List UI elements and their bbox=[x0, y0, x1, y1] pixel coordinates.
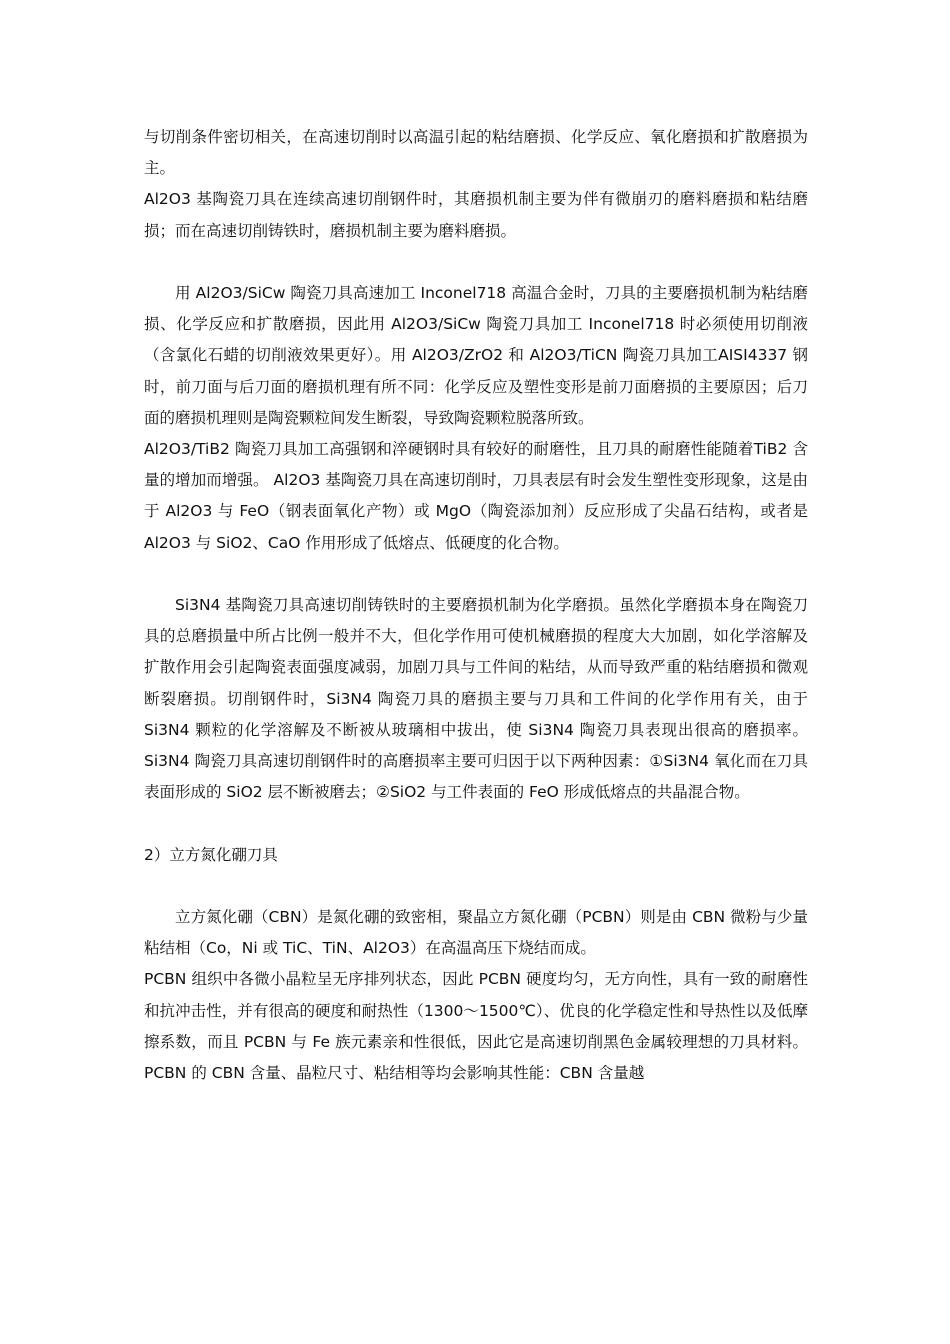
paragraph-si3n4: Si3N4 基陶瓷刀具高速切削铸铁时的主要磨损机制为化学磨损。虽然化学磨损本身在陶瓷刀具的总磨损量中所占比例一般并不大，但化学作用可使机械磨损的程度大大加剧，如化学溶解及扩散作用会引起陶瓷表面强度减弱，加剧刀具与工件间的粘结，从而导致严重的粘结磨损和微观断裂磨损。切削钢件时，Si3N4 陶瓷刀具的磨损主要与刀具和工件间的化学作用有关，由于 Si3N4 颗粒的化学溶解及不断被从玻璃相中拔出，使 Si3N4 陶瓷刀具表现出很高的磨损率。 Si3N4 陶瓷刀具高速切削钢件时的高磨损率主要可归因于以下两种因素：①Si3N4 氧化而在刀具表面形成的 SiO2 层不断被磨去；②SiO2 与工件表面的 FeO 形成低熔点的共晶混合物。 bbox=[144, 596, 808, 802]
paragraph-gap bbox=[144, 871, 808, 902]
paragraph-cbn-intro: 立方氮化硼（CBN）是氮化硼的致密相，聚晶立方氮化硼（PCBN）则是由 CBN 微粉与少量粘结相（Co，Ni 或 TiC、TiN、Al2O3）在高温高压下烧结而成。 bbox=[144, 908, 808, 958]
paragraph-al2o3-wear: Al2O3 基陶瓷刀具在连续高速切削钢件时，其磨损机制主要为伴有微崩刃的磨料磨损和粘结磨损；而在高速切削铸铁时，磨损机制主要为磨料磨损。 bbox=[144, 190, 808, 240]
document-page bbox=[144, 122, 808, 1089]
paragraph-gap bbox=[144, 559, 808, 590]
paragraph-pcbn: PCBN 组织中各微小晶粒呈无序排列状态，因此 PCBN 硬度均匀，无方向性，具有一致的耐磨性和抗冲击性，并有很高的硬度和耐热性（1300～1500℃）、优良的化学稳定性和导热性以及低摩擦系数，而且 PCBN 与 Fe 族元素亲和性很低，因此它是高速切削黑色金属较理想的刀具材料。PCBN 的 CBN 含量、晶粒尺寸、粘结相等均会影响其性能：CBN 含量越 bbox=[144, 970, 808, 1083]
paragraph-sicw-inconel: 用 Al2O3/SiCw 陶瓷刀具高速加工 Inconel718 高温合金时，刀具的主要磨损机制为粘结磨损、化学反应和扩散磨损，因此用 Al2O3/SiCw 陶瓷刀具加工 Inconel718 时必须使用切削液（含氯化石蜡的切削液效果更好）。用 Al2O3/ZrO2 和 Al2O3/TiCN 陶瓷刀具加工AISI4337 钢时，前刀面与后刀面的磨损机理有所不同：化学反应及塑性变形是前刀面磨损的主要原因；后刀面的磨损机理则是陶瓷颗粒间发生断裂，导致陶瓷颗粒脱落所致。 bbox=[144, 284, 808, 427]
section-heading-cbn: 2）立方氮化硼刀具 bbox=[144, 845, 278, 864]
paragraph-tib2: Al2O3/TiB2 陶瓷刀具加工高强钢和淬硬钢时具有较好的耐磨性，且刀具的耐磨性能随着TiB2 含量的增加而增强。 Al2O3 基陶瓷刀具在高速切削时，刀具表层有时会发生塑性变形现象，这是由于 Al2O3 与 FeO（钢表面氧化产物）或 MgO（陶瓷添加剂）反应形成了尖晶石结构，或者是 Al2O3 与 SiO2、CaO 作用形成了低熔点、低硬度的化合物。 bbox=[144, 440, 808, 552]
paragraph-gap bbox=[144, 247, 808, 278]
paragraph-gap bbox=[144, 808, 808, 839]
paragraph-wear-conditions: 与切削条件密切相关，在高速切削时以高温引起的粘结磨损、化学反应、氧化磨损和扩散磨损为主。 bbox=[144, 128, 808, 178]
